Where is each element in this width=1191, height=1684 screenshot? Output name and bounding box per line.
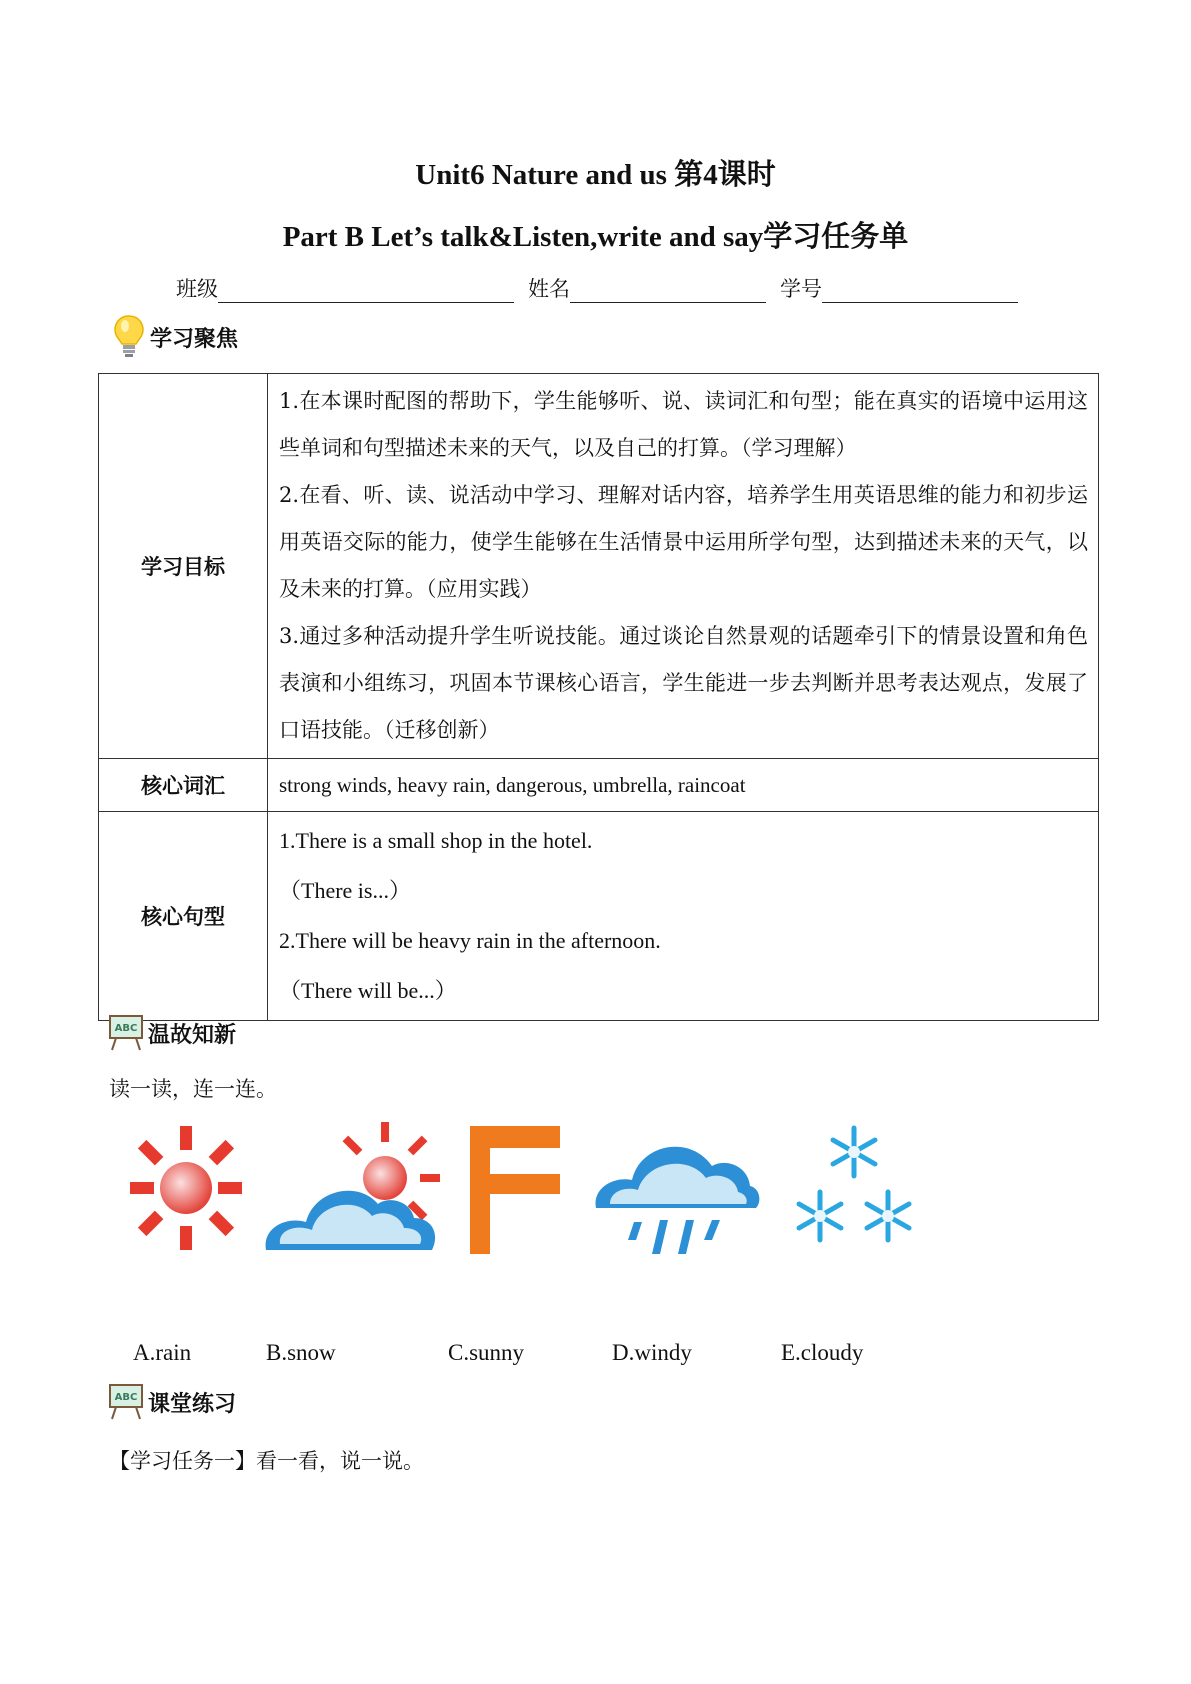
rain-cloud-icon — [590, 1122, 760, 1258]
section-practice-heading — [108, 1383, 236, 1421]
vocab-row — [99, 759, 1099, 812]
partly-cloudy-icon — [260, 1118, 450, 1258]
student-info-row — [176, 273, 1032, 303]
goals-cell — [268, 374, 1099, 759]
option-a: A.rain — [133, 1340, 192, 1365]
section-focus-heading — [112, 313, 238, 361]
sentence-item: （There is...） — [279, 878, 411, 903]
sentences-header: 核心句型 — [99, 812, 268, 1021]
number-field[interactable] — [822, 278, 1018, 303]
section-review-label: 温故知新 — [148, 1022, 237, 1048]
section-focus-label: 学习聚焦 — [150, 326, 239, 352]
name-field[interactable] — [570, 278, 766, 303]
goal-item: 3.通过多种活动提升学生听说技能。通过谈论自然景观的话题牵引下的情景设置和角色表演和小组练习，巩固本节课核心语言，学生能进一步去判断并思考表达观点，发展了口语技能。（迁移创新） — [279, 624, 1088, 742]
task1-instruction: 【学习任务一】看一看，说一说。 — [109, 1449, 424, 1473]
wind-icon — [470, 1126, 560, 1256]
class-field[interactable] — [218, 278, 514, 303]
sentence-item: 2.There will be heavy rain in the afternoon. — [279, 928, 661, 953]
name-label: 姓名 — [528, 277, 570, 301]
lightbulb-icon — [112, 313, 146, 361]
section-review-heading — [108, 1014, 236, 1052]
number-label: 学号 — [780, 277, 822, 301]
sentence-item: （There will be...） — [279, 978, 457, 1003]
goal-item: 2.在看、听、读、说活动中学习、理解对话内容，培养学生用英语思维的能力和初步运用英语交际的能力，使学生能够在生活情景中运用所学句型，达到描述未来的天气，以及未来的打算。（应用实践） — [279, 483, 1088, 601]
svg-text:ABC: ABC — [114, 1392, 138, 1403]
vocab-header: 核心词汇 — [99, 759, 268, 812]
section-practice-label: 课堂练习 — [148, 1391, 237, 1417]
page-title: Unit6 Nature and us 第4课时 — [415, 159, 776, 191]
sentence-item: 1.There is a small shop in the hotel. — [279, 828, 593, 853]
abc-board-icon — [108, 1014, 144, 1052]
vocab-cell: strong winds, heavy rain, dangerous, umbrella, raincoat — [268, 759, 1099, 812]
review-instruction: 读一读，连一连。 — [109, 1077, 277, 1101]
sentences-row — [99, 812, 1099, 1021]
snowflakes-icon — [788, 1118, 928, 1258]
abc-board-icon — [108, 1383, 144, 1421]
weather-icons-row — [120, 1118, 950, 1263]
class-label: 班级 — [176, 277, 218, 301]
option-b: B.snow — [266, 1340, 336, 1365]
option-e: E.cloudy — [781, 1340, 864, 1365]
goals-row — [99, 374, 1099, 759]
sentences-cell — [268, 812, 1099, 1021]
learning-focus-table — [98, 373, 1099, 1021]
sun-icon — [120, 1118, 252, 1258]
goals-header: 学习目标 — [99, 374, 268, 759]
option-c: C.sunny — [448, 1340, 525, 1365]
page-subtitle: Part B Let’s talk&Listen,write and say学习任务单 — [282, 221, 909, 253]
option-d: D.windy — [612, 1340, 692, 1365]
goal-item: 1.在本课时配图的帮助下，学生能够听、说、读词汇和句型；能在真实的语境中运用这些单词和句型描述未来的天气，以及自己的打算。（学习理解） — [279, 389, 1088, 460]
svg-text:ABC: ABC — [114, 1023, 138, 1034]
